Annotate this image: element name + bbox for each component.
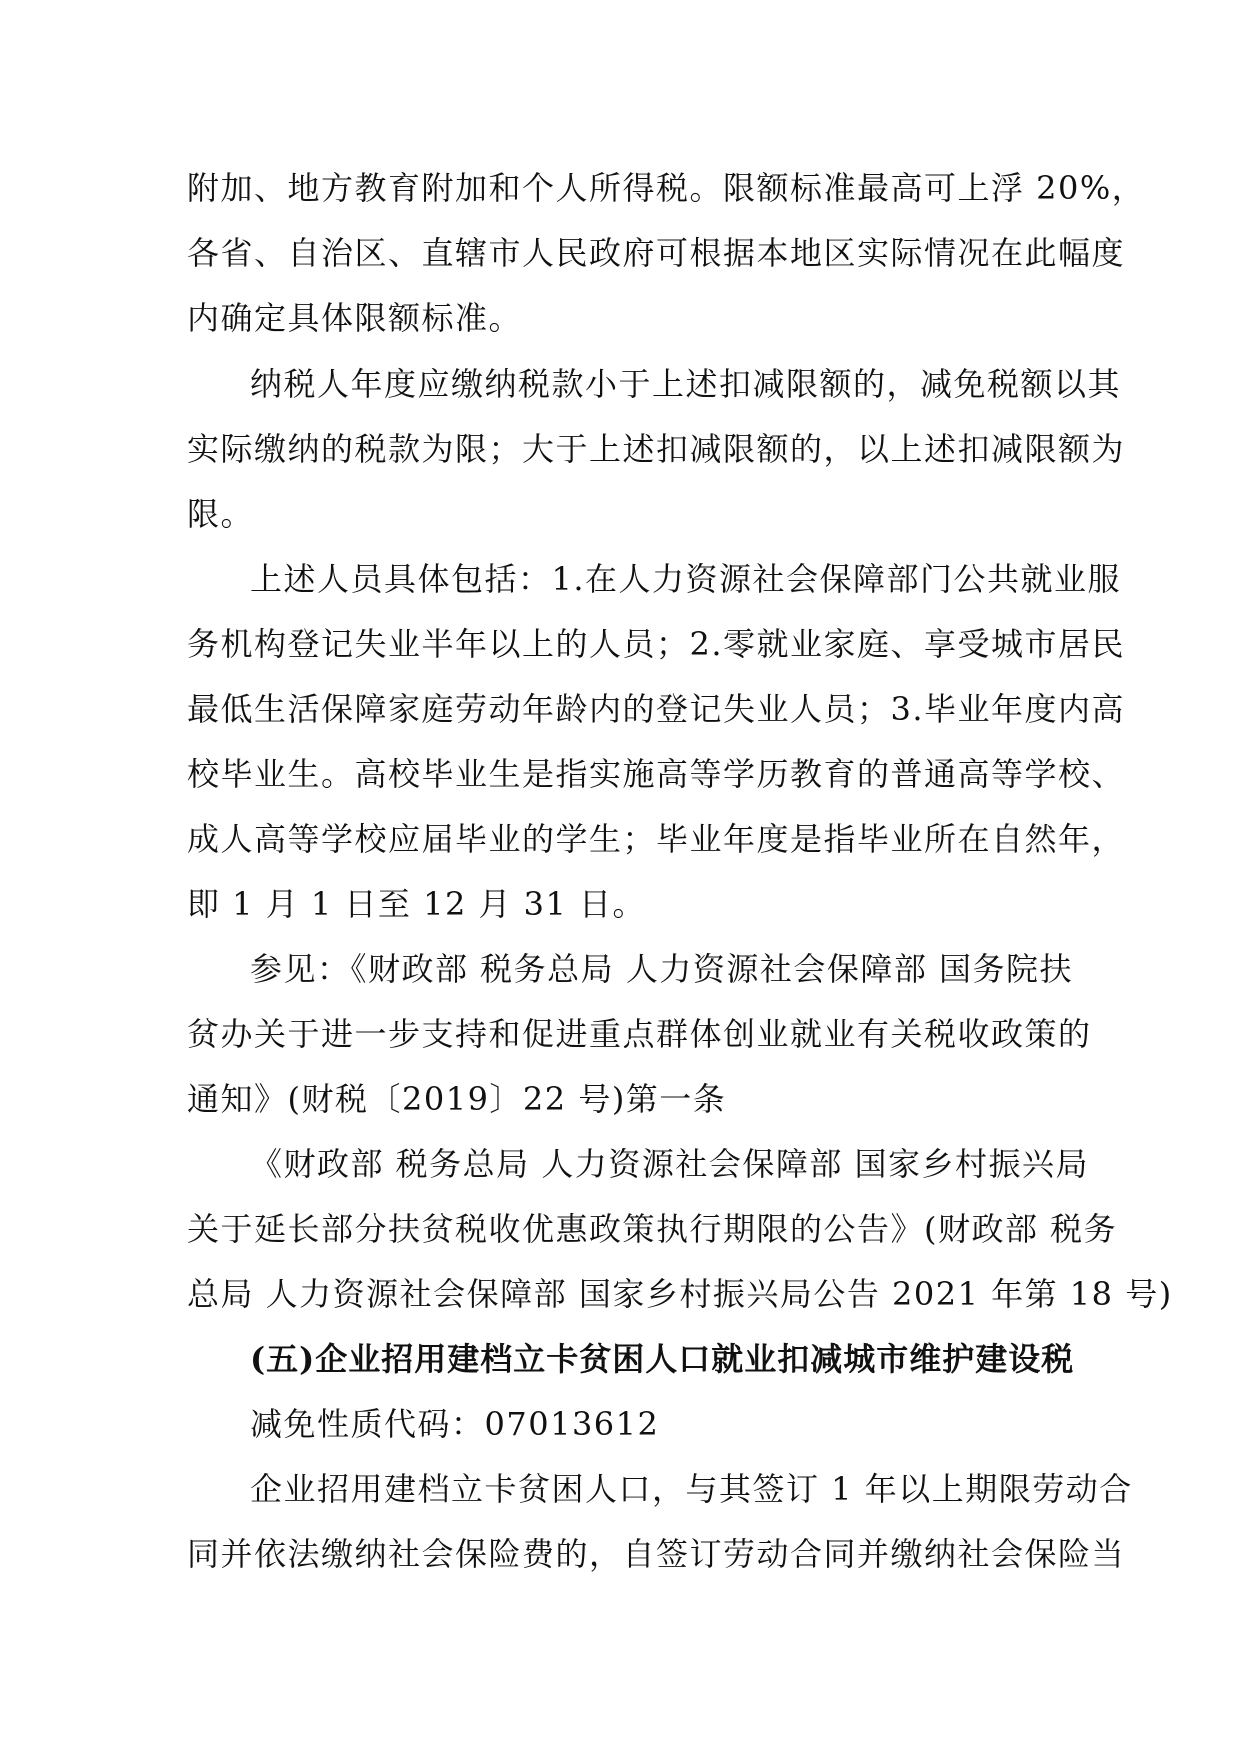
text-line: 总局 人力资源社会保障部 国家乡村振兴局公告 2021 年第 18 号) [187, 1275, 1173, 1313]
text-line: 《财政部 税务总局 人力资源社会保障部 国家乡村振兴局 [250, 1145, 1090, 1183]
text-line: 同并依法缴纳社会保险费的，自签订劳动合同并缴纳社会保险当 [187, 1535, 1126, 1573]
text-line: 成人高等学校应届毕业的学生；毕业年度是指毕业所在自然年， [187, 820, 1126, 858]
text-line: 最低生活保障家庭劳动年龄内的登记失业人员；3.毕业年度内高 [187, 690, 1126, 728]
text-line: 校毕业生。高校毕业生是指实施高等学历教育的普通高等学校、 [187, 755, 1126, 793]
text-line: 限。 [187, 495, 255, 533]
text-line: 通知》(财税〔2019〕22 号)第一条 [187, 1080, 727, 1118]
text-line: 纳税人年度应缴纳税款小于上述扣减限额的，减免税额以其 [250, 365, 1122, 403]
text-line: 减免性质代码：07013612 [250, 1405, 660, 1443]
text-line: 企业招用建档立卡贫困人口，与其签订 1 年以上期限劳动合 [250, 1470, 1133, 1508]
text-line: 附加、地方教育附加和个人所得税。限额标准最高可上浮 20%， [187, 169, 1146, 207]
text-line: 即 1 月 1 日至 12 月 31 日。 [187, 885, 647, 923]
text-line: 参见：《财政部 税务总局 人力资源社会保障部 国务院扶 [250, 950, 1074, 988]
text-line: 实际缴纳的税款为限；大于上述扣减限额的，以上述扣减限额为 [187, 430, 1126, 468]
text-line: 各省、自治区、直辖市人民政府可根据本地区实际情况在此幅度 [187, 234, 1126, 272]
text-line: 关于延长部分扶贫税收优惠政策执行期限的公告》(财政部 税务 [187, 1210, 1118, 1248]
section-heading: (五)企业招用建档立卡贫困人口就业扣减城市维护建设税 [250, 1340, 1075, 1378]
text-line: 贫办关于进一步支持和促进重点群体创业就业有关税收政策的 [187, 1015, 1092, 1053]
text-line: 务机构登记失业半年以上的人员；2.零就业家庭、享受城市居民 [187, 625, 1126, 663]
text-line: 上述人员具体包括：1.在人力资源社会保障部门公共就业服 [250, 560, 1122, 598]
text-line: 内确定具体限额标准。 [187, 299, 523, 337]
